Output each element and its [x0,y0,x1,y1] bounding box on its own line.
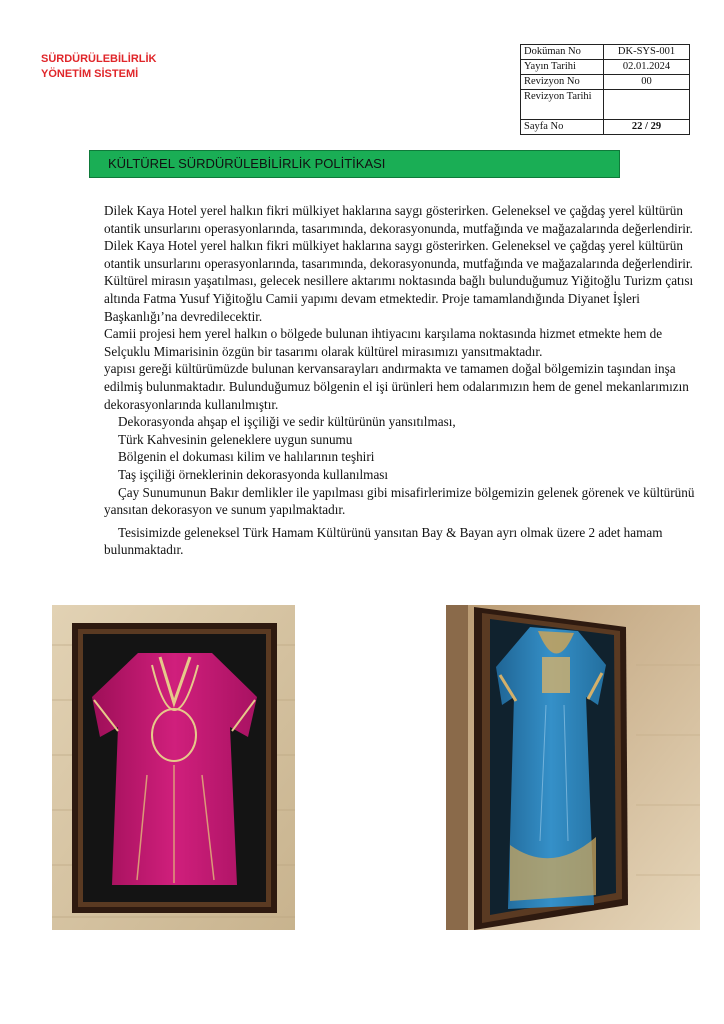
list-item: Türk Kahvesinin geleneklere uygun sunumu [118,431,353,447]
meta-row-rev-date [521,90,690,120]
meta-rev-no-label: Revizyon No [521,75,604,90]
meta-row-page [521,120,690,135]
paragraph-2: Dilek Kaya Hotel yerel halkın fikri mülkiyet haklarına saygı gösterirken. Geleneksel ve çağdaş yerel kültürün otantik unsurlarını operasyonlarında, tasarımında, dekorasyonunda, mutfağında ve mağazalarında değerlendirir. [104,238,693,271]
list-item: Çay Sunumunun Bakır demlikler ile yapılması gibi misafirlerimize bölgemizin gelenek görenek ve kültürünü yansıtan dekorasyon ve sunum yapılmaktadır. [104,484,695,518]
org-name-line-1: SÜRDÜRÜLEBİLİRLİK [41,53,157,65]
meta-rev-date-value [604,90,690,120]
org-name-line-2: YÖNETİM SİSTEMİ [41,68,139,80]
meta-row-rev-no [521,75,690,90]
list-item: Taş işçiliği örneklerinin dekorasyonda kullanılması [118,466,389,482]
photo-framed-blue-dress [446,605,700,930]
section-title: KÜLTÜREL SÜRDÜRÜLEBİLİRLİK POLİTİKASI [89,150,620,178]
document-meta-table [520,44,690,135]
meta-pub-date-label: Yayın Tarihi [521,60,604,75]
paragraph-3: Kültürel mirasın yaşatılması, gelecek nesillere aktarımı noktasında bağlı bulunduğumuz Yiğitoğlu Turizm çatısı altında Fatma Yusuf Yiğitoğlu Camii yapımı devam etmektedir. Proje tamamlandığında Diyanet İşleri Başkanlığı’na devredilecektir. [104,273,694,324]
meta-rev-date-label: Revizyon Tarihi [521,90,604,120]
list-item: Tesisimizde geleneksel Türk Hamam Kültürünü yansıtan Bay & Bayan ayrı olmak üzere 2 adet hamam bulunmaktadır. [104,524,663,558]
meta-row-doc-no [521,45,690,60]
meta-doc-no-label: Doküman No [521,45,604,60]
pink-dress-image [52,605,295,930]
meta-page-value: 22 / 29 [604,120,690,135]
org-name [41,52,157,82]
paragraph-5: yapısı gereği kültürümüzde bulunan kervansarayları andırmakta ve tamamen doğal bölgemizin taşından inşa edilmiş bulunmaktadır. Bulunduğumuz bölgenin el işi ürünleri hem odalarımızın hem de genel mekanlarımızın dekorasyonlarında kullanılmıştır. [104,361,689,412]
paragraph-4: Camii projesi hem yerel halkın o bölgede bulunan ihtiyacını karşılama noktasında hizmet etmekte hem de Selçuklu Mimarisinin özgün bir tasarımı olarak kültürel mirasımızı yansıtmaktadır. [104,326,663,359]
policy-body [104,202,704,559]
meta-row-pub-date [521,60,690,75]
meta-doc-no-value: DK-SYS-001 [604,45,690,60]
meta-pub-date-value: 02.01.2024 [604,60,690,75]
paragraph-1: Dilek Kaya Hotel yerel halkın fikri mülkiyet haklarına saygı gösterirken. Geleneksel ve çağdaş yerel kültürün otantik unsurlarını operasyonlarında, tasarımında, dekorasyonunda, mutfağında ve mağazalarında değerlendirir. [104,203,693,236]
meta-rev-no-value: 00 [604,75,690,90]
meta-page-label: Sayfa No [521,120,604,135]
list-item: Dekorasyonda ahşap el işçiliği ve sedir kültürünün yansıtılması, [118,414,456,430]
blue-dress-image [446,605,700,930]
photo-framed-pink-dress [52,605,295,930]
list-item: Bölgenin el dokuması kilim ve halılarının teşhiri [118,449,375,465]
